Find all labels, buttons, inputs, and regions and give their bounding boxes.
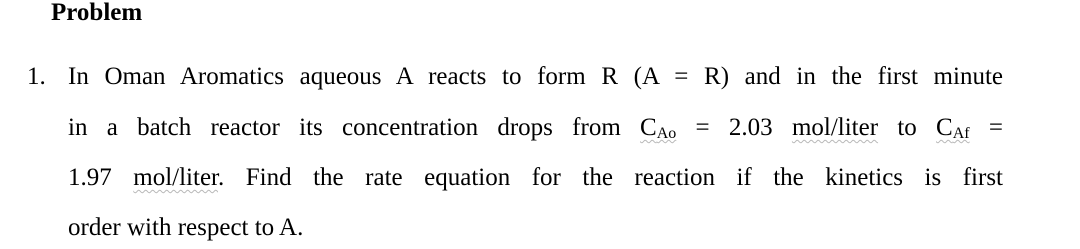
unit-mol-liter-2: mol/liter [133, 164, 218, 191]
item-number: 1. [27, 63, 46, 90]
to-text: to [878, 114, 937, 141]
problem-line-2 [68, 113, 1003, 146]
problem-heading: Problem [51, 0, 143, 26]
final-concentration-value: 1.97 [68, 164, 134, 191]
initial-concentration-value: = 2.03 [676, 114, 792, 141]
initial-concentration-symbol: CAο [640, 114, 677, 142]
line3-text: . Find the rate equation for the reaction if the kinetics is first [217, 164, 1004, 191]
problem-line-4: order with respect to A. [68, 214, 304, 241]
final-concentration-symbol: CAf [936, 114, 970, 142]
equals-sign: = [969, 114, 1003, 141]
problem-line-3 [68, 163, 1003, 193]
problem-line-1: In Oman Aromatics aqueous A reacts to form R (A = R) and in the first minute [68, 63, 1003, 90]
unit-mol-liter: mol/liter [791, 114, 879, 141]
line2-text: in a batch reactor its concentration drops from [68, 114, 641, 141]
